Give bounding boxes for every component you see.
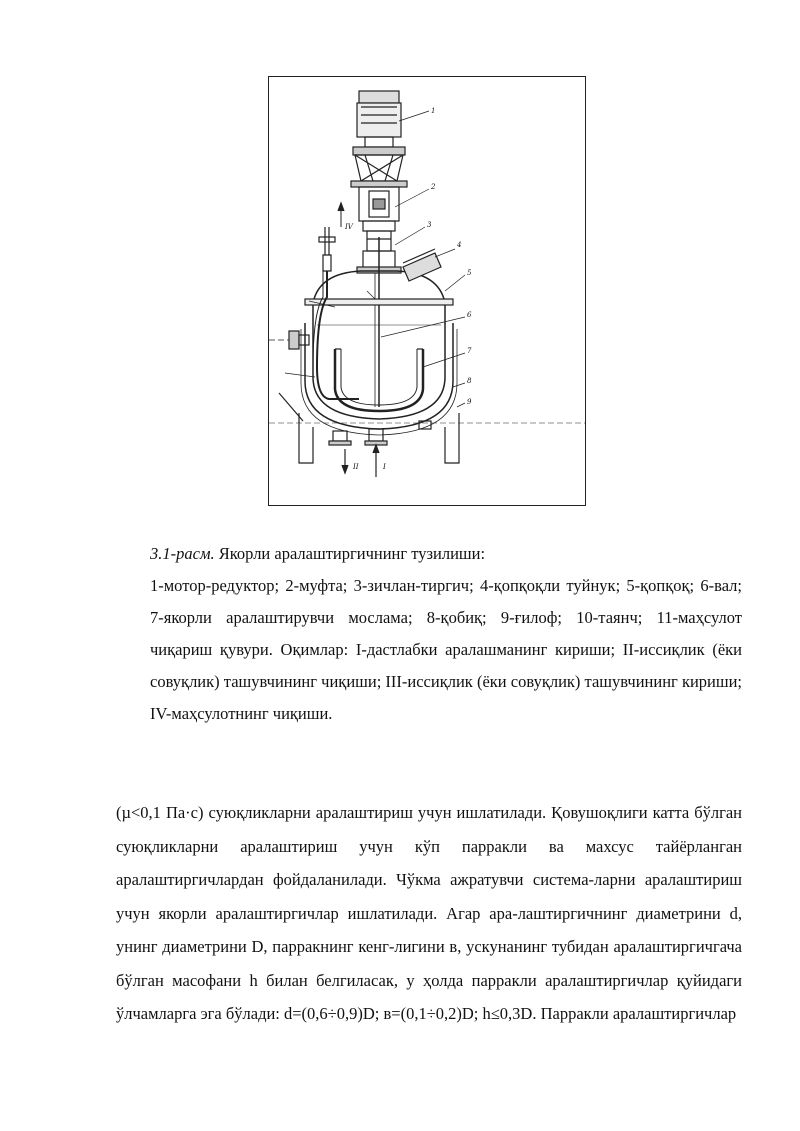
label-5: 5 [467,269,472,277]
label-8: 8 [467,377,472,385]
figure-caption [150,538,742,730]
flow-label-ii: II [353,463,359,471]
label-1: 1 [431,107,436,115]
label-6: 6 [467,311,472,319]
label-7: 7 [467,347,472,355]
motor-reducer [351,91,407,187]
figure-frame [268,76,586,506]
label-4: 4 [457,241,462,249]
support-right [445,413,459,463]
support-left [299,413,313,463]
label-2: 2 [431,183,436,191]
caption-number: 3.1-расм. [150,544,215,563]
flow-label-iv: IV [345,223,353,231]
caption-legend: 1-мотор-редуктор; 2-муфта; 3-зичлан-тиргич; 4-қопқоқли туйнук; 5-қопқоқ; 6-вал; 7-якорли аралаштирувчи мослама; 8-қобиқ; 9-ғилоф; 10-таянч; 11-маҳсулот чиқариш қувури. Оқимлар: I-дастлабки аралашманинг кириши; II-иссиқлик (ёки совуқлик) ташувчининг чиқиши; III-иссиқлик (ёки совуқлик) ташувчининг кириши; IV-маҳсулотнинг чиқиши. [150,576,742,723]
caption-title [150,538,742,570]
caption-title-text: Якорли аралаштиргичнинг тузилиши: [214,544,486,563]
body-text [116,796,742,1031]
flow-label-i: I [383,463,386,471]
label-9: 9 [467,398,472,406]
body-paragraph: (µ<0,1 Па·с) суюқликларни аралаштириш учун ишлатилади. Қовушоқлиги катта бўлган суюқликларни аралаштириш учун кўп парракли ва махсус тайёрланган аралаштиргичлардан фойдаланилади. Чўкма ажратувчи система-ларни аралаштириш учун якорли аралаштиргичлар ишлатилади. Агар ара-лаштиргичнинг диаметрини d, унинг диаметрини D, парракнинг кенг-лигини в, ускунанинг тубидан аралаштиргичгача бўлган масофани h билан белгиласак, у ҳолда парракли аралаштиргичлар қуйидаги ўлчамларга эга бўлади: d=(0,6÷0,9)D; в=(0,1÷0,2)D; h≤0,3D. Парракли аралаштиргичлар [116,803,742,1023]
reactor-drawing [269,77,585,505]
label-3: 3 [427,221,432,229]
